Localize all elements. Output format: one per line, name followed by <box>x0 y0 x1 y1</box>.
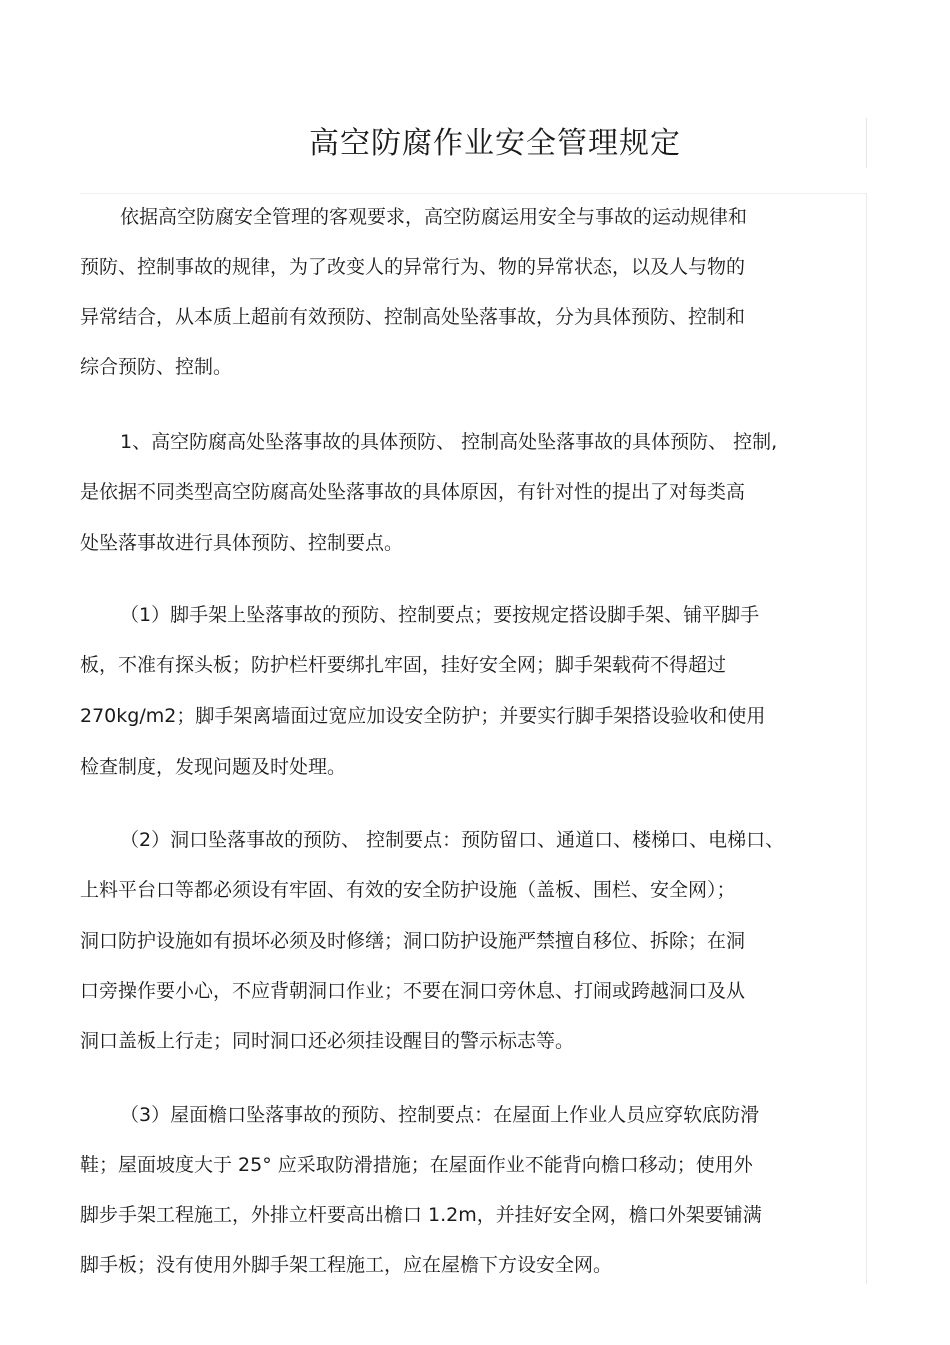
paragraph-line: （2）洞口坠落事故的预防、 控制要点：预防留口、通道口、楼梯口、电梯口、 <box>120 829 785 851</box>
paragraph-line: 270kg/m2；脚手架离墙面过宽应加设安全防护；并要实行脚手架搭设验收和使用 <box>80 705 766 727</box>
paragraph-line: 脚手板；没有使用外脚手架工程施工，应在屋檐下方设安全网。 <box>80 1254 613 1276</box>
paragraph-line: 检查制度，发现问题及时处理。 <box>80 756 347 778</box>
paragraph-line: 异常结合，从本质上超前有效预防、控制高处坠落事故，分为具体预防、控制和 <box>80 306 746 328</box>
paragraph-line: 是依据不同类型高空防腐高处坠落事故的具体原因，有针对性的提出了对每类高 <box>80 481 746 503</box>
paragraph-line: 洞口盖板上行走；同时洞口还必须挂设醒目的警示标志等。 <box>80 1030 575 1052</box>
paragraph-line: 板，不准有探头板；防护栏杆要绑扎牢固，挂好安全网；脚手架载荷不得超过 <box>80 654 727 676</box>
paragraph-line: 上料平台口等都必须设有牢固、有效的安全防护设施（盖板、围栏、安全网）； <box>80 879 736 901</box>
paragraph-line: 预防、控制事故的规律，为了改变人的异常行为、物的异常状态，以及人与物的 <box>80 256 746 278</box>
paragraph-line: 鞋；屋面坡度大于 25° 应采取防滑措施；在屋面作业不能背向檐口移动；使用外 <box>80 1154 753 1176</box>
divider <box>80 193 867 194</box>
paragraph-line: 脚步手架工程施工，外排立杆要高出檐口 1.2m，并挂好安全网，檐口外架要铺满 <box>80 1204 762 1226</box>
paragraph-line: 处坠落事故进行具体预防、控制要点。 <box>80 532 404 554</box>
paragraph-line: （3）屋面檐口坠落事故的预防、控制要点：在屋面上作业人员应穿软底防滑 <box>120 1104 760 1126</box>
paragraph-line: 1、高空防腐高处坠落事故的具体预防、 控制高处坠落事故的具体预防、 控制, <box>120 431 778 453</box>
paragraph-line: （1）脚手架上坠落事故的预防、控制要点；要按规定搭设脚手架、铺平脚手 <box>120 604 760 626</box>
paragraph-line: 综合预防、控制。 <box>80 356 233 378</box>
page-title: 高空防腐作业安全管理规定 <box>309 126 681 161</box>
paragraph-line: 依据高空防腐安全管理的客观要求，高空防腐运用安全与事故的运动规律和 <box>120 206 748 228</box>
paragraph-line: 口旁操作要小心，不应背朝洞口作业；不要在洞口旁休息、打闹或跨越洞口及从 <box>80 980 746 1002</box>
paragraph-line: 洞口防护设施如有损坏必须及时修缮；洞口防护设施严禁擅自移位、拆除；在洞 <box>80 930 746 952</box>
divider <box>866 194 867 1284</box>
divider <box>866 118 867 168</box>
